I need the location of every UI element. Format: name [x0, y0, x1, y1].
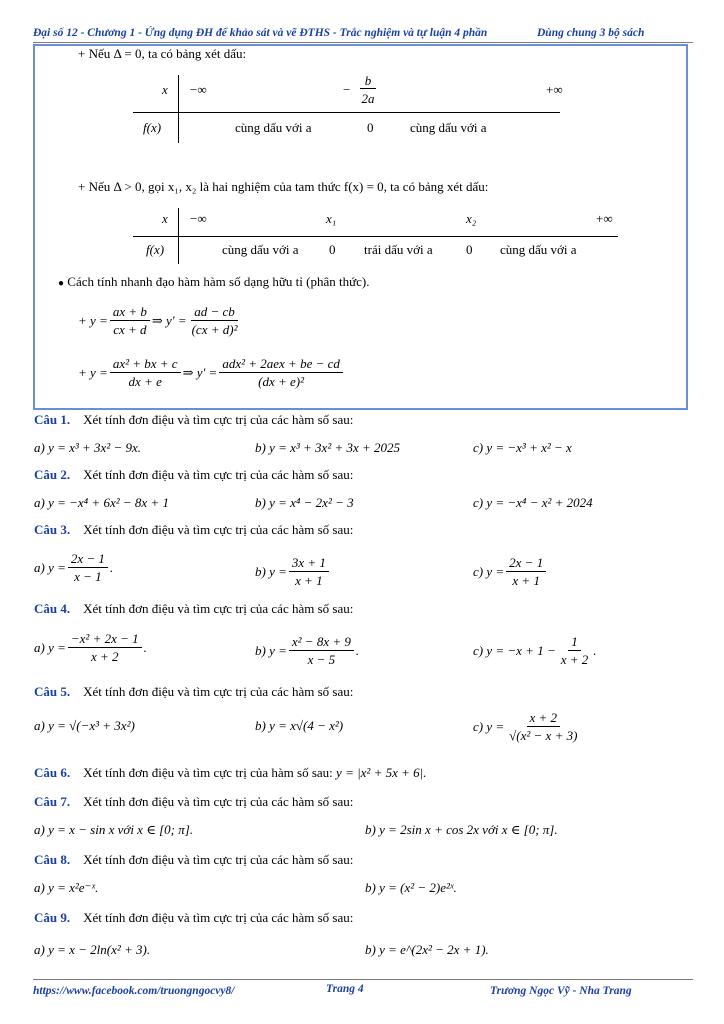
- q4-b-den: x − 5: [307, 652, 336, 667]
- t2-left: cùng dấu với a: [222, 242, 299, 257]
- q4-b: b) y = $\frac{\text{x² − 8x + 9}}{x - 5}$ .: [255, 634, 360, 667]
- q3-c-frac: [506, 555, 546, 588]
- question-7: [34, 794, 353, 810]
- header-left: Đại số 12 - Chương 1 - Ứng dụng ĐH để khảo sát và vẽ ĐTHS - Trắc nghiệm và tự luận 4 phần: [33, 27, 488, 39]
- q4-a-frac: [68, 631, 142, 664]
- q4-label: Câu 4.: [34, 601, 71, 616]
- q3-c-den: x + 1: [512, 573, 540, 588]
- t1-pinf: +∞: [546, 82, 563, 97]
- t1-hline: [133, 112, 560, 113]
- q4-b-pre: b): [255, 642, 266, 658]
- q7-text: Xét tính đơn điệu và tìm cực trị của các hàm số sau:: [83, 794, 354, 809]
- f1-arrow: ⇒ y' =: [151, 312, 187, 328]
- q5-c-num: x + 2: [527, 710, 561, 727]
- q9-b: b) y = e^(2x² − 2x + 1).: [365, 942, 489, 957]
- formula-1: [78, 304, 242, 337]
- q3-a-frac: [68, 551, 108, 584]
- f1-dden: (cx + d)²: [191, 322, 238, 337]
- t1-left: cùng dấu với a: [235, 120, 312, 135]
- question-9: [34, 910, 353, 926]
- q2-a: a) y = −x⁴ + 6x² − 8x + 1: [34, 495, 169, 510]
- q5-a: a) y = √(−x³ + 3x²): [34, 718, 135, 733]
- q8-b: b) y = (x² − 2)e²ˣ.: [365, 880, 457, 895]
- footer-divider: [33, 979, 693, 980]
- t2-mid: trái dấu với a: [364, 242, 433, 257]
- question-4: [34, 601, 353, 617]
- f1-dnum: ad − cb: [191, 304, 238, 321]
- q3-a-pre: a): [34, 559, 45, 575]
- q3-b-pre: b): [255, 563, 266, 579]
- t1-root-sign: −: [343, 82, 351, 97]
- t1-minf: −∞: [190, 82, 207, 97]
- t1-x: x: [162, 82, 168, 97]
- q1-b: b) y = x³ + 3x² + 3x + 2025: [255, 440, 401, 455]
- q2-text: Xét tính đơn điệu và tìm cực trị của các hàm số sau:: [83, 467, 354, 482]
- q3-a-den: x − 1: [74, 569, 102, 584]
- q8-a: a) y = x²e⁻ˣ.: [34, 880, 99, 895]
- case-zero-text: + Nếu Δ = 0, ta có bảng xét dấu:: [78, 46, 247, 61]
- q1-text: Xét tính đơn điệu và tìm cực trị của các hàm số sau:: [83, 412, 354, 427]
- q3-b-den: x + 1: [295, 573, 323, 588]
- q3-a-num: 2x − 1: [68, 551, 108, 568]
- q6-text: Xét tính đơn điệu và tìm cực trị của hàm số sau:: [83, 765, 333, 780]
- t2-vline: [178, 208, 179, 264]
- q3-c: c) y = $\frac{2x - 1}{x + 1}$: [473, 555, 548, 588]
- question-1: [34, 412, 353, 428]
- t1-right: cùng dấu với a: [410, 120, 487, 135]
- q4-b-num: x² − 8x + 9: [289, 634, 354, 651]
- q4-c-frac: [558, 634, 592, 667]
- f2-dnum: adx² + 2aex + be − cd: [219, 356, 343, 373]
- q7-a: a) y = x − sin x với x ∈ [0; π].: [34, 822, 194, 837]
- q3-b-frac: [289, 555, 329, 588]
- question-2: [34, 467, 353, 483]
- q3-b-num: 3x + 1: [289, 555, 329, 572]
- q8-label: Câu 8.: [34, 852, 71, 867]
- q3-b: b) y = $\frac{3x + 1}{x + 1}$: [255, 555, 331, 588]
- t1-vline: [178, 75, 179, 143]
- footer-link[interactable]: https://www.facebook.com/truongngocvy8/: [33, 985, 235, 997]
- q4-c-num: 1: [568, 634, 581, 651]
- t2-minf: −∞: [190, 211, 207, 226]
- q1-c: c) y = −x³ + x² − x: [473, 440, 572, 455]
- q5-text: Xét tính đơn điệu và tìm cực trị của các hàm số sau:: [83, 684, 354, 699]
- case-pos-text: + Nếu Δ > 0, gọi x₁, x₂ là hai nghiệm của tam thức f(x) = 0, ta có bảng xét dấu:: [78, 179, 489, 194]
- question-3: [34, 522, 353, 538]
- t1-root-den: 2a: [361, 91, 375, 106]
- t2-x: x: [162, 211, 168, 226]
- t2-zero2: 0: [466, 242, 473, 257]
- q7-label: Câu 7.: [34, 794, 71, 809]
- bullet-icon: ●: [58, 278, 65, 289]
- page-number: Trang 4: [326, 983, 364, 995]
- q4-b-frac: [289, 634, 354, 667]
- t1-zero: 0: [367, 120, 374, 135]
- f1-fraction: [110, 304, 150, 337]
- quick-derivative-note: [58, 274, 370, 290]
- quick-derivative-text: Cách tính nhanh đạo hàm hàm số dạng hữu tỉ (phân thức).: [67, 274, 370, 289]
- f1-derivative: [189, 304, 241, 337]
- t2-hline: [133, 236, 618, 237]
- q4-text: Xét tính đơn điệu và tìm cực trị của các hàm số sau:: [83, 601, 354, 616]
- q9-text: Xét tính đơn điệu và tìm cực trị của các hàm số sau:: [83, 910, 354, 925]
- t2-pinf: +∞: [596, 211, 613, 226]
- q4-c-pre: c) y = −x + 1 −: [473, 642, 556, 658]
- q2-b: b) y = x⁴ − 2x² − 3: [255, 495, 354, 510]
- question-6: [34, 765, 426, 781]
- f1-num: ax + b: [110, 304, 150, 321]
- question-8: [34, 852, 353, 868]
- q5-c: c) y = $\frac{x + 2}{\text{√(x² − x + 3)}}$: [473, 710, 582, 743]
- q4-a: a) y = $\frac{\text{−x² + 2x − 1}}{x + 2}$ .: [34, 631, 147, 664]
- t2-right: cùng dấu với a: [500, 242, 577, 257]
- q4-a-den: x + 2: [91, 649, 119, 664]
- q4-c-den: x + 2: [560, 652, 589, 667]
- q9-label: Câu 9.: [34, 910, 71, 925]
- q3-text: Xét tính đơn điệu và tìm cực trị của các hàm số sau:: [83, 522, 354, 537]
- f2-num: ax² + bx + c: [110, 356, 181, 373]
- q3-label: Câu 3.: [34, 522, 71, 537]
- t2-x1: x₁: [326, 211, 337, 226]
- t2-fx: f(x): [146, 242, 165, 257]
- header-right: Dùng chung 3 bộ sách: [537, 27, 645, 39]
- q5-c-den: √(x² − x + 3): [509, 728, 578, 743]
- q5-label: Câu 5.: [34, 684, 71, 699]
- q3-c-pre: c): [473, 563, 484, 579]
- q5-c-frac: [506, 710, 580, 743]
- f2-den: dx + e: [128, 374, 162, 389]
- q8-text: Xét tính đơn điệu và tìm cực trị của các hàm số sau:: [83, 852, 354, 867]
- f2-dden: (dx + e)²: [258, 374, 305, 389]
- q6-expr: y = |x² + 5x + 6|.: [336, 765, 427, 780]
- footer-author: Trương Ngọc Vỹ - Nha Trang: [490, 985, 632, 997]
- t2-zero1: 0: [329, 242, 336, 257]
- question-5: [34, 684, 353, 700]
- header-divider: [33, 42, 693, 43]
- q6-label: Câu 6.: [34, 765, 71, 780]
- f2-arrow: ⇒ y' =: [182, 364, 218, 380]
- q7-b: b) y = 2sin x + cos 2x với x ∈ [0; π].: [365, 822, 558, 837]
- q4-c: c) y = −x + 1 − $\frac{1}{x + 2}$ .: [473, 634, 597, 667]
- q3-c-num: 2x − 1: [506, 555, 546, 572]
- q2-c: c) y = −x⁴ − x² + 2024: [473, 495, 593, 510]
- f1-lhs: + y =: [78, 312, 108, 328]
- q1-a: a) y = x³ + 3x² − 9x.: [34, 440, 142, 455]
- t1-root-num: b: [360, 73, 376, 89]
- q4-a-pre: a): [34, 639, 45, 655]
- f1-den: cx + d: [113, 322, 147, 337]
- q5-b: b) y = x√(4 − x²): [255, 718, 344, 733]
- q5-c-pre: c): [473, 718, 484, 734]
- f2-lhs: + y =: [78, 364, 108, 380]
- q4-a-num: −x² + 2x − 1: [68, 631, 142, 648]
- f2-fraction: [110, 356, 181, 389]
- q1-label: Câu 1.: [34, 412, 71, 427]
- f2-derivative: [219, 356, 343, 389]
- t1-fx: f(x): [143, 120, 162, 135]
- q9-a: a) y = x − 2ln(x² + 3).: [34, 942, 151, 957]
- t2-x2: x₂: [466, 211, 477, 226]
- q2-label: Câu 2.: [34, 467, 71, 482]
- formula-2: [78, 356, 345, 389]
- q3-a: a) y = $\frac{2x - 1}{x - 1}$ .: [34, 551, 114, 584]
